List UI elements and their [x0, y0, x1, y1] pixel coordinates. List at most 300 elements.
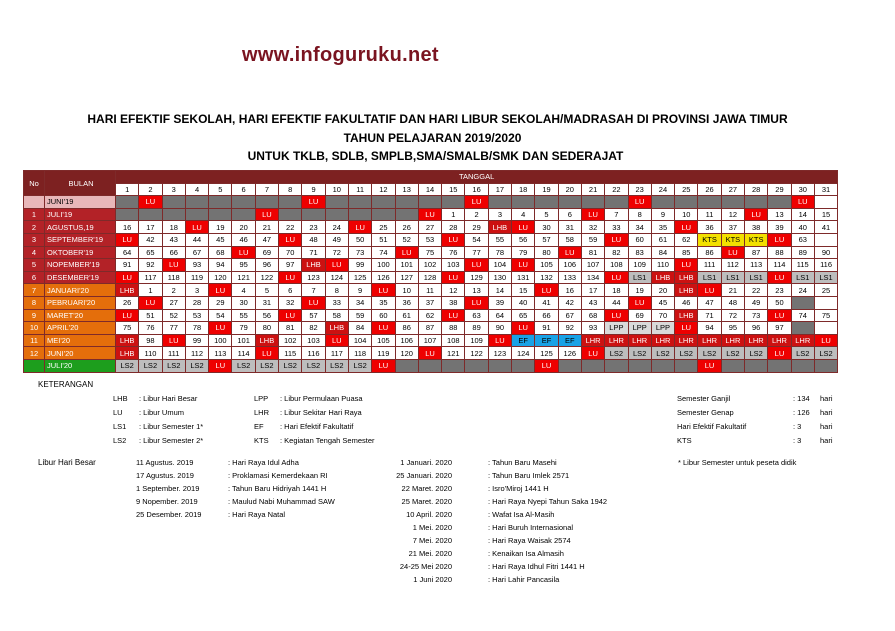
- holiday-name: : Kenaikan Isa Almasih: [488, 549, 564, 558]
- day-cell: LU: [209, 359, 232, 372]
- legend-desc: : Kegiatan Tengah Semester: [280, 436, 375, 445]
- day-cell: 62: [418, 309, 441, 322]
- month-row: [24, 284, 838, 297]
- legend-desc: : Libur Semester 2*: [139, 436, 204, 445]
- day-cell: [279, 208, 302, 221]
- day-cell: [372, 208, 395, 221]
- month-number: 1: [24, 208, 45, 221]
- day-cell: 129: [465, 271, 488, 284]
- day-cell: LS2: [162, 359, 185, 372]
- day-cell: [512, 359, 535, 372]
- summary-value: : 3: [793, 422, 802, 431]
- day-cell: LU: [768, 309, 791, 322]
- day-cell: [348, 208, 371, 221]
- day-header: 3: [162, 183, 185, 196]
- day-cell: LU: [279, 233, 302, 246]
- day-header: 1: [116, 183, 139, 196]
- day-cell: 96: [745, 322, 768, 335]
- day-cell: 123: [302, 271, 325, 284]
- month-name: MEI'20: [45, 334, 116, 347]
- day-cell: LU: [185, 221, 208, 234]
- day-cell: [745, 359, 768, 372]
- month-name: OKTOBER'19: [45, 246, 116, 259]
- day-cell: LU: [302, 296, 325, 309]
- day-cell: 113: [745, 259, 768, 272]
- day-cell: LS1: [698, 271, 721, 284]
- day-header: 10: [325, 183, 348, 196]
- day-cell: 18: [162, 221, 185, 234]
- month-number: 11: [24, 334, 45, 347]
- day-cell: LHR: [791, 334, 814, 347]
- day-cell: 11: [418, 284, 441, 297]
- day-cell: 29: [465, 221, 488, 234]
- day-cell: LS2: [325, 359, 348, 372]
- summary-unit: hari: [820, 436, 833, 445]
- day-cell: 111: [162, 347, 185, 360]
- holiday-name: : Wafat Isa Al-Masih: [488, 510, 555, 519]
- legend-code: KTS: [254, 436, 269, 445]
- day-cell: 65: [139, 246, 162, 259]
- month-name: JANUARI'20: [45, 284, 116, 297]
- month-name: DESEMBER'19: [45, 271, 116, 284]
- day-cell: 22: [745, 284, 768, 297]
- day-cell: LU: [488, 334, 511, 347]
- day-cell: 128: [418, 271, 441, 284]
- month-number: 9: [24, 309, 45, 322]
- day-cell: LU: [302, 196, 325, 209]
- day-cell: LU: [675, 221, 698, 234]
- day-cell: 103: [442, 259, 465, 272]
- holiday-date: 11 Agustus. 2019: [136, 458, 194, 467]
- day-cell: LS2: [185, 359, 208, 372]
- day-cell: LHR: [721, 334, 744, 347]
- day-cell: LS2: [302, 359, 325, 372]
- day-cell: 9: [651, 208, 674, 221]
- summary-value: : 3: [793, 436, 802, 445]
- day-cell: 102: [279, 334, 302, 347]
- col-no-header: No: [24, 171, 45, 196]
- holiday-date: 21 Mei. 2020: [408, 549, 452, 558]
- legend-code: LU: [113, 408, 123, 417]
- day-cell: 84: [651, 246, 674, 259]
- col-bulan-header: BULAN: [45, 171, 116, 196]
- day-cell: 32: [581, 221, 604, 234]
- day-cell: LS1: [814, 271, 837, 284]
- day-cell: LU: [465, 196, 488, 209]
- day-cell: LPP: [651, 322, 674, 335]
- month-name: SEPTEMBER'19: [45, 233, 116, 246]
- day-cell: [162, 196, 185, 209]
- day-cell: 2: [162, 284, 185, 297]
- day-header: 6: [232, 183, 255, 196]
- day-cell: 76: [442, 246, 465, 259]
- holiday-date: 25 Januari. 2020: [396, 471, 452, 480]
- summary-unit: hari: [820, 408, 833, 417]
- day-cell: 30: [535, 221, 558, 234]
- day-cell: LU: [116, 309, 139, 322]
- day-cell: LU: [512, 221, 535, 234]
- day-cell: [698, 196, 721, 209]
- day-cell: 94: [698, 322, 721, 335]
- day-cell: 40: [791, 221, 814, 234]
- day-cell: 39: [488, 296, 511, 309]
- holiday-date: 1 September. 2019: [136, 484, 200, 493]
- day-cell: 54: [209, 309, 232, 322]
- day-header: 25: [675, 183, 698, 196]
- holiday-date: 1 Juni 2020: [413, 575, 452, 584]
- day-header: 7: [255, 183, 278, 196]
- day-cell: 90: [814, 246, 837, 259]
- day-cell: 79: [512, 246, 535, 259]
- day-cell: [255, 196, 278, 209]
- day-cell: 100: [209, 334, 232, 347]
- day-cell: 57: [535, 233, 558, 246]
- day-header: 24: [651, 183, 674, 196]
- day-cell: LU: [442, 233, 465, 246]
- legend-desc: : Libur Hari Besar: [139, 394, 198, 403]
- day-cell: LHR: [768, 334, 791, 347]
- day-cell: EF: [535, 334, 558, 347]
- legend-desc: : Libur Permulaan Puasa: [280, 394, 363, 403]
- legend-desc: : Libur Sekitar Hari Raya: [280, 408, 362, 417]
- day-header: 8: [279, 183, 302, 196]
- day-header: 17: [488, 183, 511, 196]
- day-cell: LHR: [675, 334, 698, 347]
- day-cell: 96: [255, 259, 278, 272]
- day-cell: 1: [442, 208, 465, 221]
- holiday-name: : Hari Raya Idhul Fitri 1441 H: [488, 562, 585, 571]
- month-number: 12: [24, 347, 45, 360]
- day-cell: 74: [372, 246, 395, 259]
- day-cell: 74: [791, 309, 814, 322]
- day-cell: 49: [745, 296, 768, 309]
- day-cell: 31: [255, 296, 278, 309]
- day-cell: 46: [675, 296, 698, 309]
- month-number: 4: [24, 246, 45, 259]
- day-cell: 71: [302, 246, 325, 259]
- day-cell: 60: [628, 233, 651, 246]
- day-cell: LU: [814, 334, 837, 347]
- holiday-name: : Hari Raya Waisak 2574: [488, 536, 571, 545]
- day-cell: 35: [372, 296, 395, 309]
- holiday-date: 1 Januari. 2020: [400, 458, 452, 467]
- day-cell: 22: [279, 221, 302, 234]
- day-cell: 18: [605, 284, 628, 297]
- day-cell: 3: [185, 284, 208, 297]
- day-cell: 5: [255, 284, 278, 297]
- day-cell: LS2: [348, 359, 371, 372]
- summary-label: Hari Efektif Fakultatif: [677, 422, 747, 431]
- month-row: [24, 334, 838, 347]
- day-header: 5: [209, 183, 232, 196]
- day-cell: LHR: [651, 334, 674, 347]
- day-header: 20: [558, 183, 581, 196]
- day-header: 4: [185, 183, 208, 196]
- day-cell: 98: [139, 334, 162, 347]
- day-cell: 76: [139, 322, 162, 335]
- legend-desc: : Libur Umum: [139, 408, 185, 417]
- legend-code: LHR: [254, 408, 270, 417]
- day-cell: LU: [535, 284, 558, 297]
- holiday-name: : Hari Lahir Pancasila: [488, 575, 560, 584]
- day-cell: 110: [139, 347, 162, 360]
- day-cell: 36: [698, 221, 721, 234]
- day-cell: LS2: [698, 347, 721, 360]
- holiday-date: 7 Mei. 2020: [412, 536, 452, 545]
- day-cell: LU: [558, 246, 581, 259]
- day-cell: LU: [209, 284, 232, 297]
- day-cell: 55: [488, 233, 511, 246]
- day-cell: [581, 359, 604, 372]
- day-cell: LS2: [628, 347, 651, 360]
- holiday-name: : Maulud Nabi Muhammad SAW: [228, 497, 335, 506]
- day-cell: 105: [372, 334, 395, 347]
- day-cell: LHR: [628, 334, 651, 347]
- day-cell: 111: [698, 259, 721, 272]
- day-cell: 33: [605, 221, 628, 234]
- day-cell: LU: [465, 259, 488, 272]
- day-cell: [185, 208, 208, 221]
- summary-label: KTS: [677, 436, 692, 445]
- day-cell: 43: [581, 296, 604, 309]
- day-cell: 105: [535, 259, 558, 272]
- day-cell: [651, 196, 674, 209]
- day-cell: LU: [581, 208, 604, 221]
- day-cell: 23: [768, 284, 791, 297]
- day-cell: 48: [302, 233, 325, 246]
- day-cell: LU: [348, 221, 371, 234]
- day-cell: 99: [185, 334, 208, 347]
- holiday-date: 25 Maret. 2020: [401, 497, 452, 506]
- day-cell: 121: [442, 347, 465, 360]
- legend-code: LS1: [113, 422, 127, 431]
- day-cell: 131: [512, 271, 535, 284]
- day-cell: [814, 196, 837, 209]
- day-cell: 79: [232, 322, 255, 335]
- day-cell: [791, 359, 814, 372]
- holiday-name: : Hari Buruh Internasional: [488, 523, 574, 532]
- day-cell: 38: [442, 296, 465, 309]
- day-cell: LHR: [698, 334, 721, 347]
- holiday-name: : Tahun Baru Hidriyah 1441 H: [228, 484, 327, 493]
- day-cell: LHB: [302, 259, 325, 272]
- day-cell: LU: [325, 334, 348, 347]
- day-cell: 9: [348, 284, 371, 297]
- day-cell: 80: [535, 246, 558, 259]
- day-cell: 28: [442, 221, 465, 234]
- day-header: 12: [372, 183, 395, 196]
- day-cell: LU: [325, 259, 348, 272]
- day-cell: 25: [814, 284, 837, 297]
- day-cell: 29: [209, 296, 232, 309]
- day-cell: 87: [418, 322, 441, 335]
- month-row: [24, 296, 838, 309]
- month-number: 3: [24, 233, 45, 246]
- legend-code: LPP: [254, 394, 269, 403]
- day-cell: 130: [488, 271, 511, 284]
- day-cell: [302, 208, 325, 221]
- day-cell: 104: [348, 334, 371, 347]
- day-cell: LU: [698, 359, 721, 372]
- holiday-name: : Tahun Baru Masehi: [488, 458, 557, 467]
- legend-desc: : Libur Semester 1*: [139, 422, 204, 431]
- month-name: AGUSTUS,19: [45, 221, 116, 234]
- day-cell: LU: [255, 208, 278, 221]
- day-cell: 67: [185, 246, 208, 259]
- day-cell: [325, 208, 348, 221]
- day-cell: LS1: [745, 271, 768, 284]
- month-row: [24, 246, 838, 259]
- day-cell: LU: [255, 347, 278, 360]
- day-cell: 132: [535, 271, 558, 284]
- day-cell: [605, 359, 628, 372]
- month-number: 10: [24, 322, 45, 335]
- day-cell: LU: [442, 271, 465, 284]
- holiday-name: : Hari Raya Idul Adha: [228, 458, 299, 467]
- day-cell: LU: [581, 347, 604, 360]
- day-cell: LU: [605, 271, 628, 284]
- day-cell: LU: [605, 309, 628, 322]
- day-cell: [116, 196, 139, 209]
- day-cell: 124: [325, 271, 348, 284]
- day-cell: 45: [209, 233, 232, 246]
- month-row: [24, 359, 838, 372]
- day-cell: 120: [395, 347, 418, 360]
- day-cell: 31: [558, 221, 581, 234]
- day-cell: [628, 359, 651, 372]
- day-header: 13: [395, 183, 418, 196]
- day-cell: 109: [465, 334, 488, 347]
- day-cell: 44: [605, 296, 628, 309]
- legend-code: LHB: [113, 394, 128, 403]
- day-cell: 15: [814, 208, 837, 221]
- title-line-2: TAHUN PELAJARAN 2019/2020: [343, 131, 522, 145]
- day-cell: LHB: [116, 347, 139, 360]
- day-cell: 81: [581, 246, 604, 259]
- day-cell: 57: [302, 309, 325, 322]
- holiday-date: 25 Desember. 2019: [136, 510, 202, 519]
- day-cell: [814, 359, 837, 372]
- day-cell: 112: [185, 347, 208, 360]
- day-cell: LS2: [675, 347, 698, 360]
- day-cell: [185, 196, 208, 209]
- day-cell: LHB: [116, 284, 139, 297]
- day-cell: 97: [279, 259, 302, 272]
- day-cell: 10: [675, 208, 698, 221]
- day-cell: LHB: [651, 271, 674, 284]
- day-cell: 103: [302, 334, 325, 347]
- day-cell: 35: [651, 221, 674, 234]
- day-cell: [209, 196, 232, 209]
- day-cell: 7: [605, 208, 628, 221]
- day-cell: 6: [279, 284, 302, 297]
- day-cell: 23: [302, 221, 325, 234]
- day-cell: 89: [791, 246, 814, 259]
- day-cell: 28: [185, 296, 208, 309]
- day-cell: LU: [395, 246, 418, 259]
- day-cell: [512, 196, 535, 209]
- day-cell: [395, 359, 418, 372]
- day-cell: 7: [302, 284, 325, 297]
- day-cell: 102: [418, 259, 441, 272]
- day-cell: 50: [348, 233, 371, 246]
- day-cell: [395, 196, 418, 209]
- day-cell: LU: [162, 259, 185, 272]
- day-cell: LHB: [116, 334, 139, 347]
- day-cell: 3: [488, 208, 511, 221]
- month-row: [24, 233, 838, 246]
- day-cell: LPP: [605, 322, 628, 335]
- day-cell: [605, 196, 628, 209]
- day-cell: LU: [512, 322, 535, 335]
- day-header: 9: [302, 183, 325, 196]
- day-cell: [814, 296, 837, 309]
- day-cell: [162, 208, 185, 221]
- day-cell: 93: [581, 322, 604, 335]
- day-cell: 118: [162, 271, 185, 284]
- day-header: 2: [139, 183, 162, 196]
- day-cell: LU: [745, 208, 768, 221]
- day-cell: [209, 208, 232, 221]
- day-cell: 66: [535, 309, 558, 322]
- day-cell: 38: [745, 221, 768, 234]
- holiday-date: 10 April. 2020: [406, 510, 452, 519]
- day-cell: 122: [255, 271, 278, 284]
- day-cell: [651, 359, 674, 372]
- day-cell: 123: [488, 347, 511, 360]
- day-cell: 88: [768, 246, 791, 259]
- day-cell: [418, 359, 441, 372]
- day-cell: 91: [116, 259, 139, 272]
- day-cell: 88: [442, 322, 465, 335]
- day-cell: 47: [255, 233, 278, 246]
- day-cell: 1: [139, 284, 162, 297]
- day-cell: 53: [185, 309, 208, 322]
- day-cell: LU: [442, 309, 465, 322]
- day-cell: 108: [442, 334, 465, 347]
- day-cell: 116: [302, 347, 325, 360]
- day-header: 27: [721, 183, 744, 196]
- day-cell: 34: [348, 296, 371, 309]
- day-cell: 122: [465, 347, 488, 360]
- day-cell: LS2: [745, 347, 768, 360]
- day-cell: [232, 208, 255, 221]
- day-header: 26: [698, 183, 721, 196]
- day-cell: 27: [418, 221, 441, 234]
- day-cell: [558, 196, 581, 209]
- day-cell: LS2: [605, 347, 628, 360]
- day-cell: [814, 322, 837, 335]
- day-cell: [116, 208, 139, 221]
- day-cell: 80: [255, 322, 278, 335]
- day-cell: LU: [698, 284, 721, 297]
- day-cell: 21: [255, 221, 278, 234]
- day-cell: LU: [721, 246, 744, 259]
- title-line-1: HARI EFEKTIF SEKOLAH, HARI EFEKTIF FAKULTATIF DAN HARI LIBUR SEKOLAH/MADRASAH DI PROVINSI JAWA TIMUR: [87, 112, 788, 126]
- day-cell: LU: [279, 309, 302, 322]
- day-cell: 48: [721, 296, 744, 309]
- day-cell: 4: [232, 284, 255, 297]
- day-cell: LHB: [488, 221, 511, 234]
- month-row: [24, 196, 838, 209]
- day-cell: 107: [418, 334, 441, 347]
- day-cell: 77: [162, 322, 185, 335]
- day-cell: [139, 208, 162, 221]
- day-cell: [768, 196, 791, 209]
- day-cell: 46: [232, 233, 255, 246]
- day-cell: 61: [651, 233, 674, 246]
- day-cell: 115: [791, 259, 814, 272]
